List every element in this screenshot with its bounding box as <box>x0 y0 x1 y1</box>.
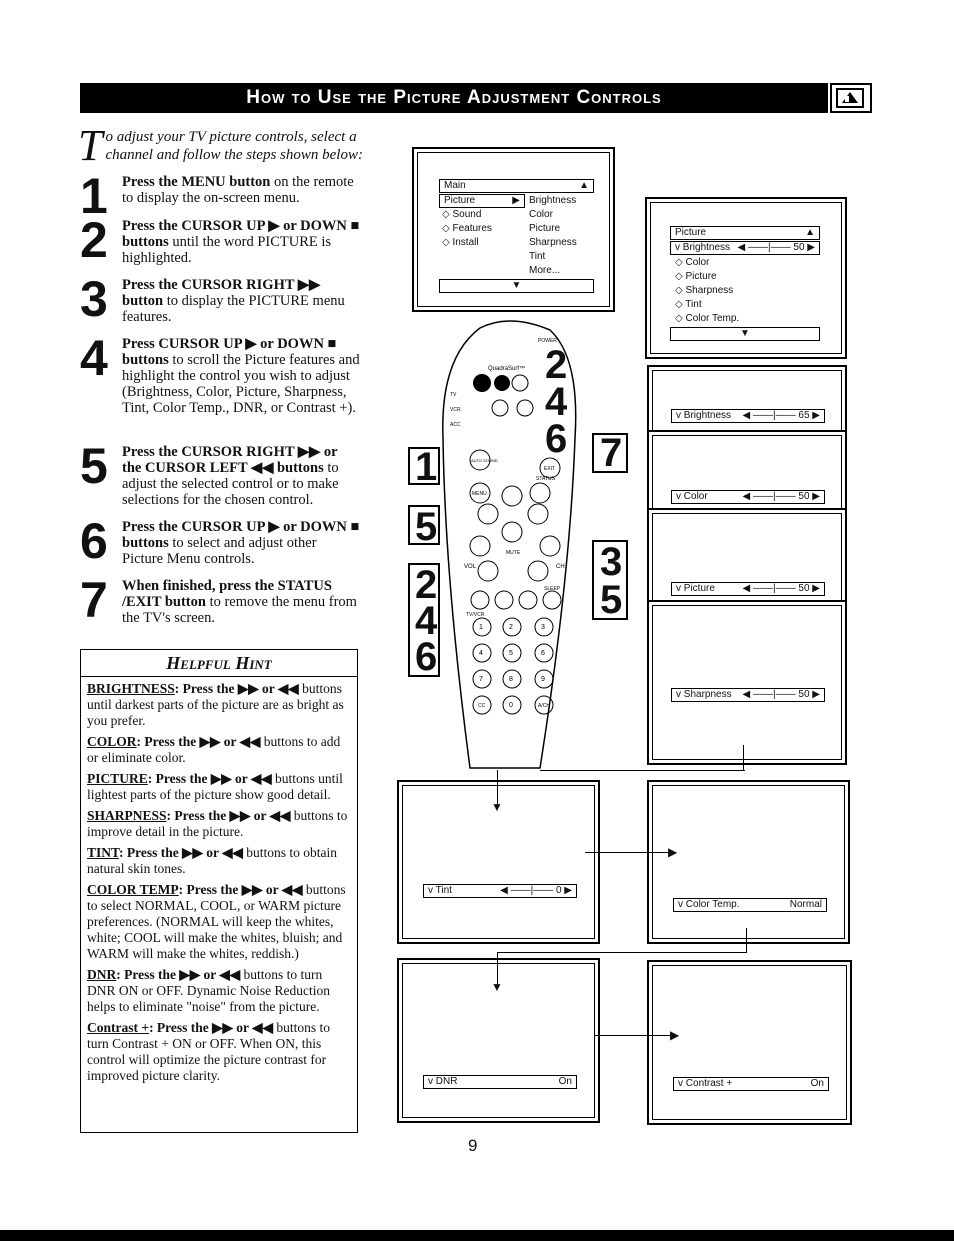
menu-header-main: Main ▲ <box>439 179 594 193</box>
callout-number: 2 <box>545 343 568 387</box>
hint-command: : Press the ▶▶ or ◀◀ <box>174 681 299 696</box>
connector-line <box>743 745 744 771</box>
color-bar: v Color ◀ ——|—— 50 ▶ <box>671 490 825 504</box>
step-detail: to scroll the Picture features and highlight the control you wish to adjust (Brightness, Color, Picture, Sharpness, Tint, Color Temp., DNR, or Contrast +). <box>122 352 360 416</box>
menu-footer <box>439 279 594 293</box>
step-instruction: Press the CURSOR UP ▶ or DOWN ■ buttons <box>122 218 360 250</box>
remote-vol-label: VOL <box>464 564 477 570</box>
up-arrow-icon: ▲ <box>805 227 815 238</box>
right-arrow-icon: ▶ <box>668 845 678 859</box>
step-number: 3 <box>80 271 108 327</box>
hint-term: PICTURE <box>87 771 148 786</box>
picture-menu-items <box>675 256 739 326</box>
remote-digit-7: 7 <box>479 676 483 683</box>
tint-bar: v Tint ◀ ——|—— 0 ▶ <box>423 884 577 898</box>
menu-header-picture: Picture ▲ <box>670 226 820 240</box>
hint-command: : Press the ▶▶ or ◀◀ <box>119 845 243 860</box>
remote-tv-label: TV <box>450 392 457 398</box>
picture-screen <box>647 508 847 608</box>
page-title <box>80 83 828 113</box>
step-number: 5 <box>80 438 108 494</box>
remote-power-label: POWER <box>538 338 557 344</box>
remote-digit-8: 8 <box>509 676 513 683</box>
step-detail: on the remote to display the on-screen menu. <box>122 174 354 206</box>
step-number: 1 <box>80 168 108 224</box>
step-detail: to remove the menu from the TV's screen. <box>122 594 357 626</box>
hint-text: buttons to obtain natural skin tones. <box>87 845 338 876</box>
menu-item-picture: ◇ Picture <box>675 271 717 282</box>
remote-menu-label: MENU <box>472 491 487 497</box>
step-number: 7 <box>80 572 108 628</box>
right-arrow-icon: ▶ <box>670 1028 680 1042</box>
step-instruction: Press the CURSOR UP ▶ or DOWN ■ buttons <box>122 519 360 551</box>
remote-ch-label: CH <box>556 564 565 570</box>
step-5 <box>80 438 360 508</box>
down-arrow-icon: ▼ <box>511 280 522 291</box>
submenu-item: Color <box>529 209 553 220</box>
connector-line <box>585 852 673 853</box>
step-2 <box>80 212 360 268</box>
hint-text: buttons to add or eliminate color. <box>87 734 341 765</box>
tv-icon <box>836 87 866 109</box>
main-submenu <box>529 194 577 278</box>
remote-status-label: STATUS <box>536 476 555 482</box>
color-screen <box>647 430 847 520</box>
main-menu-items <box>442 208 492 250</box>
helpful-hint-box <box>80 649 358 1133</box>
intro-body: o adjust your TV picture controls, select a channel and follow the steps shown below: <box>105 129 363 163</box>
submenu-item: Brightness <box>529 195 577 206</box>
step-number: 6 <box>80 513 108 569</box>
hint-item <box>87 967 351 1015</box>
connector-line <box>497 952 747 953</box>
page-title-text: How to Use the Picture Adjustment Controls <box>246 87 662 108</box>
step-3 <box>80 271 360 327</box>
down-arrow-icon: ▼ <box>491 980 503 994</box>
remote-digit-6: 6 <box>541 650 545 657</box>
remote-auto-sound-label: AUTO SOUND <box>471 458 498 463</box>
menu-item-picture: Picture ▶ <box>439 194 525 208</box>
hint-command: : Press the ▶▶ or ◀◀ <box>147 771 272 786</box>
step-6 <box>80 513 360 569</box>
hint-term: COLOR <box>87 734 137 749</box>
hint-command: : Press the ▶▶ or ◀◀ <box>178 882 303 897</box>
menu-footer <box>670 327 820 341</box>
hint-item <box>87 734 351 766</box>
submenu-item: More... <box>529 265 561 276</box>
remote-quadrasurf-label: QuadraSurf™ <box>488 366 526 372</box>
hint-term: BRIGHTNESS <box>87 681 175 696</box>
callout-box-7: 7 <box>592 433 628 473</box>
picture-bar: v Picture ◀ ——|—— 50 ▶ <box>671 582 825 596</box>
hint-command: : Press the ▶▶ or ◀◀ <box>166 808 291 823</box>
hint-title: Helpful Hint <box>81 650 357 677</box>
hint-item <box>87 808 351 840</box>
remote-acc-label: ACC <box>450 422 461 428</box>
hint-text: buttons until lightest parts of the picture show good detail. <box>87 771 343 802</box>
hint-command: : Press the ▶▶ or ◀◀ <box>116 967 241 982</box>
callout-box-2-4-6: 2 4 6 <box>408 563 440 677</box>
menu-item-color-temp: ◇ Color Temp. <box>675 313 740 324</box>
hint-term: TINT <box>87 845 120 860</box>
hint-term: Contrast + <box>87 1020 150 1035</box>
page-number: 9 <box>468 1136 478 1155</box>
tv-remote-icon <box>830 83 872 113</box>
remote-sleep-label: SLEEP <box>544 586 561 592</box>
submenu-item: Sharpness <box>529 237 577 248</box>
remote-digit-1: 1 <box>479 624 483 631</box>
step-instruction: Press the CURSOR RIGHT ▶▶ or the CURSOR LEFT ◀◀ buttons <box>122 444 338 476</box>
hint-item <box>87 882 351 962</box>
menu-item-install: ◇ Install <box>442 237 479 248</box>
color-temp-screen <box>647 780 850 944</box>
callout-box-3-5: 3 5 <box>592 540 628 620</box>
menu-item-color: ◇ Color <box>675 257 710 268</box>
menu-item-sharpness: ◇ Sharpness <box>675 285 734 296</box>
remote-digit-4: 4 <box>479 650 483 657</box>
sharpness-bar: v Sharpness ◀ ——|—— 50 ▶ <box>671 688 825 702</box>
remote-digit-0: 0 <box>509 702 513 709</box>
menu-item-features: ◇ Features <box>442 223 492 234</box>
remote-exit-label: EXIT <box>544 466 556 472</box>
step-1 <box>80 168 360 224</box>
menu-item-brightness: v Brightness ◀ ——|—— 50 ▶ <box>670 241 820 255</box>
right-arrow-icon: ▶ <box>512 195 520 206</box>
remote-cc-label: CC <box>478 703 486 709</box>
sharpness-screen <box>647 600 847 765</box>
hint-text: buttons to improve detail in the picture. <box>87 808 348 839</box>
step-instruction: Press the MENU button <box>122 174 271 190</box>
dnr-bar: v DNR On <box>423 1075 577 1089</box>
remote-mute-label: MUTE <box>506 550 521 556</box>
submenu-item: Tint <box>529 251 546 262</box>
connector-line <box>746 928 747 953</box>
callout-number: 6 <box>545 417 568 461</box>
hint-text: buttons to select NORMAL, COOL, or WARM picture preferences. (NORMAL will keep the whites, white; COOL will make the whites, bluish; and WARM will make the whites, reddish.) <box>87 882 346 961</box>
color-temp-bar: v Color Temp. Normal <box>673 898 827 912</box>
hint-item <box>87 681 351 729</box>
remote-tvvcr-label: TV/VCR <box>466 612 485 618</box>
remote-digit-3: 3 <box>541 624 545 631</box>
intro-dropcap: T <box>78 121 103 170</box>
menu-item-tint: ◇ Tint <box>675 299 702 310</box>
step-detail: to display the PICTURE menu features. <box>122 293 345 325</box>
remote-digit-2: 2 <box>509 624 513 631</box>
callout-number: 4 <box>545 380 568 424</box>
hint-item <box>87 771 351 803</box>
step-detail: to adjust the selected control or to make selections for the chosen control. <box>122 460 339 508</box>
step-4 <box>80 330 360 416</box>
step-instruction: When finished, press the STATUS /EXIT button <box>122 578 332 610</box>
hint-command: : Press the ▶▶ or ◀◀ <box>149 1020 273 1035</box>
remote-vcr-label: VCR <box>450 407 461 413</box>
remote-digit-5: 5 <box>509 650 513 657</box>
step-detail: until the word PICTURE is highlighted. <box>122 234 332 266</box>
brightness-bar: v Brightness ◀ ——|—— 65 ▶ <box>671 409 825 423</box>
hint-command: : Press the ▶▶ or ◀◀ <box>136 734 261 749</box>
step-detail: to select and adjust other Picture Menu controls. <box>122 535 317 567</box>
remote-ach-label: A/CH <box>538 703 550 709</box>
intro-text <box>78 121 368 170</box>
picture-menu-screen <box>645 197 847 359</box>
bottom-rule <box>0 1230 954 1241</box>
down-arrow-icon: ▼ <box>740 328 750 339</box>
hint-text: buttons to turn Contrast + ON or OFF. When ON, this control will optimize the picture contrast for improved picture clarity. <box>87 1020 330 1083</box>
hint-term: DNR <box>87 967 117 982</box>
step-7 <box>80 572 360 628</box>
step-number: 4 <box>80 330 108 386</box>
connector-line <box>595 1035 675 1036</box>
callout-box-1: 1 <box>408 447 440 485</box>
remote-digit-9: 9 <box>541 676 545 683</box>
hint-item <box>87 845 351 877</box>
callout-box-5: 5 <box>408 505 440 545</box>
submenu-item: Picture <box>529 223 561 234</box>
down-arrow-icon: ▼ <box>491 800 503 814</box>
menu-item-sound: ◇ Sound <box>442 209 482 220</box>
hint-term: COLOR TEMP <box>87 882 179 897</box>
contrast-bar: v Contrast + On <box>673 1077 829 1091</box>
hint-term: SHARPNESS <box>87 808 167 823</box>
hint-text: buttons until darkest parts of the picture are as bright as you prefer. <box>87 681 344 728</box>
step-number: 2 <box>80 212 108 268</box>
step-instruction: Press CURSOR UP ▶ or DOWN ■ buttons <box>122 336 337 368</box>
up-arrow-icon: ▲ <box>579 180 589 191</box>
hint-item <box>87 1020 351 1084</box>
step-instruction: Press the CURSOR RIGHT ▶▶ button <box>122 277 321 309</box>
hint-text: buttons to turn DNR ON or OFF. Dynamic Noise Reduction helps to eliminate "noise" from the picture. <box>87 967 331 1014</box>
main-menu-screen <box>412 147 615 312</box>
